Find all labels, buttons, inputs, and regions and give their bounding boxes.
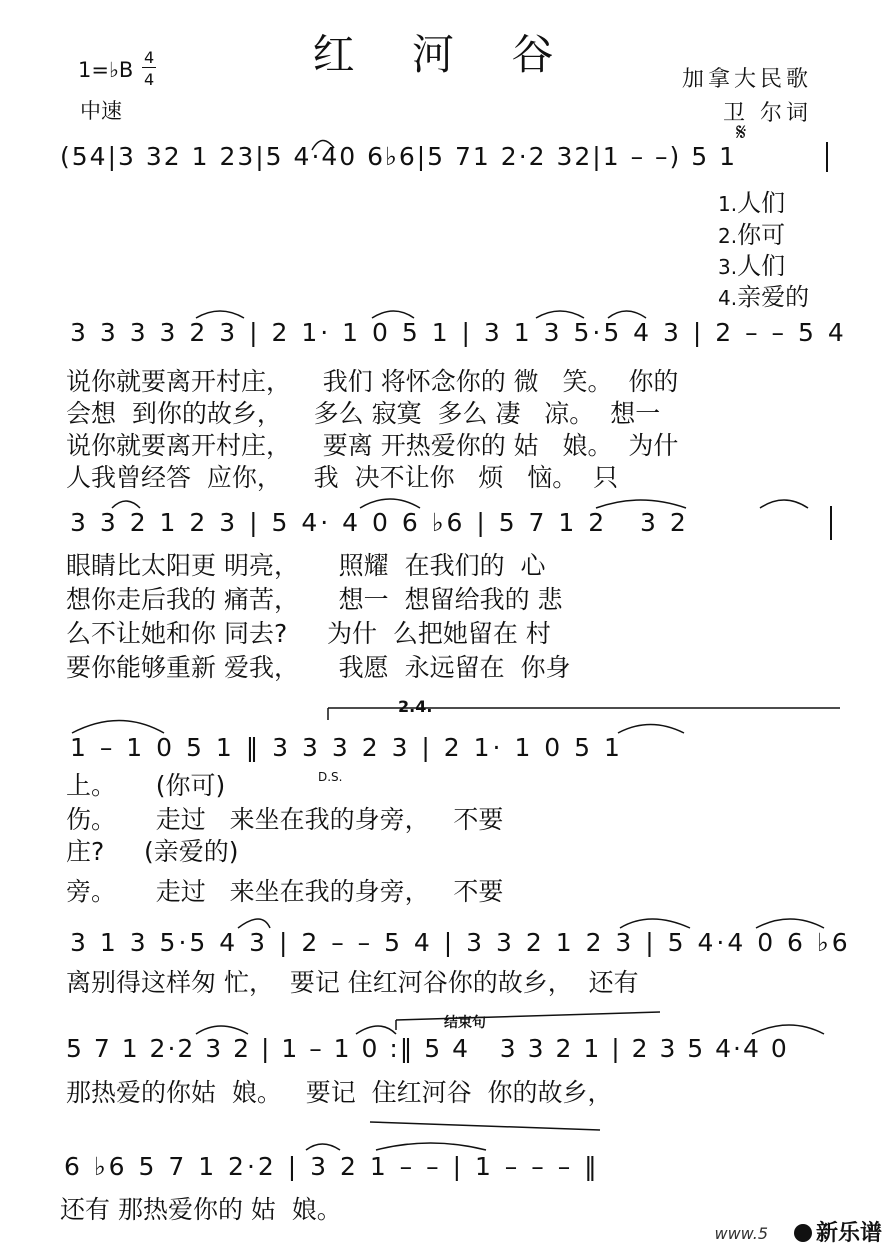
volta-label: 2.4. xyxy=(398,697,433,716)
slur xyxy=(312,140,334,150)
notation-line-4: 1 – 1 0 5 1 ‖ 3 3 3 2 3 | 2 1· 1 0 5 1 xyxy=(70,733,623,762)
ending-label: 结束句 xyxy=(444,1015,486,1031)
lyric-7: 还有 那热爱你的 姑 娘。 xyxy=(60,1195,342,1224)
lyric-3-verse-1: 眼睛比太阳更 明亮， 照耀 在我们的 心 xyxy=(66,551,546,580)
slur xyxy=(196,311,244,318)
tempo-marking: 中速 xyxy=(80,99,122,123)
ending-bracket xyxy=(396,1012,660,1030)
notation-line-1: (54|3 32 1 23|5 4·40 6♭6|5 71 2·2 32|1 – –) 5 1 xyxy=(60,142,737,171)
notation-line-2: 3 3 3 3 2 3 | 2 1· 1 0 5 1 | 3 1 3 5·5 4 3 | 2 – – 5 4 xyxy=(70,318,847,347)
slur xyxy=(360,499,420,508)
verse-number-3: 3.人们 xyxy=(718,252,786,280)
slur xyxy=(356,1026,396,1034)
lyric-3-verse-4: 要你能够重新 爱我， 我愿 永远留在 你身 xyxy=(66,653,571,682)
verse-number-1: 1.人们 xyxy=(718,189,786,217)
lyric-3-verse-3: 么不让她和你 同去? 为什 么把她留在 村 xyxy=(66,619,551,648)
slur xyxy=(756,919,824,928)
slur xyxy=(618,725,684,734)
crescendo-line xyxy=(370,1122,600,1130)
slur xyxy=(196,1026,248,1034)
song-title: 红 河 谷 xyxy=(312,30,576,79)
origin-credit: 加拿大民歌 xyxy=(681,67,812,92)
lyric-2-verse-4: 人我曾经答 应你， 我 决不让你 烦 恼。 只 xyxy=(66,463,619,492)
notation-line-6: 5 7 1 2·2 3 2 | 1 – 1 0 :‖ 5 4 3 3 2 1 | 2 3 5 4·4 0 xyxy=(66,1034,789,1063)
lyric-3-verse-2: 想你走后我的 痛苦， 想一 想留给我的 悲 xyxy=(66,585,563,614)
segno-mark: 𝄋 xyxy=(736,118,747,146)
lyric-4-verse-1: 上。 (你可) xyxy=(66,771,226,800)
watermark-text: www.5 xyxy=(714,1224,768,1243)
lyric-2-verse-3: 说你就要离开村庄， 要离 开热爱你的 姑 娘。 为什 xyxy=(66,431,679,460)
verse-number-2: 2.你可 xyxy=(718,221,786,249)
slur xyxy=(608,311,646,318)
lyric-2-verse-1: 说你就要离开村庄， 我们 将怀念你的 微 笑。 你的 xyxy=(66,367,679,396)
notation-line-3: 3 3 2 1 2 3 | 5 4· 4 0 6 ♭6 | 5 7 1 2 3 2 xyxy=(70,508,689,537)
notation-line-5: 3 1 3 5·5 4 3 | 2 – – 5 4 | 3 3 2 1 2 3 | 5 4·4 0 6 ♭6 xyxy=(70,928,851,957)
slur xyxy=(596,500,686,508)
slur xyxy=(536,311,584,318)
slur xyxy=(752,1025,824,1034)
slur xyxy=(372,311,414,318)
lyric-2-verse-2: 会想 到你的故乡， 多么 寂寞 多么 凄 凉。 想一 xyxy=(66,399,661,428)
lyric-4-verse-2: 伤。 走过 来坐在我的身旁， 不要 xyxy=(66,805,504,834)
site-logo: 新乐谱 xyxy=(794,1216,882,1247)
slur xyxy=(238,919,270,928)
verse-number-4: 4.亲爱的 xyxy=(718,283,810,311)
lyric-6: 那热爱的你姑 娘。 要记 住红河谷 你的故乡， xyxy=(66,1078,613,1107)
lyric-4-verse-4: 旁。 走过 来坐在我的身旁， 不要 xyxy=(66,877,504,906)
volta-bracket xyxy=(328,708,840,720)
ds-mark: D.S. xyxy=(318,770,343,784)
lyric-5: 离别得这样匆 忙， 要记 住红河谷你的故乡， 还有 xyxy=(66,968,639,997)
lyricist-credit: 卫 尔词 xyxy=(723,101,812,126)
slur xyxy=(72,721,164,734)
slur xyxy=(306,1144,340,1150)
time-signature-top: 4 xyxy=(144,48,155,67)
notation-line-7: 6 ♭6 5 7 1 2·2 | 3 2 1 – – | 1 – – – ‖ xyxy=(64,1152,600,1181)
slur xyxy=(376,1143,486,1150)
slur xyxy=(760,500,808,508)
slur xyxy=(620,919,690,928)
time-signature-bottom: 4 xyxy=(144,70,155,89)
logo-disc-icon xyxy=(794,1224,812,1242)
lyric-4-verse-3: 庄? (亲爱的) xyxy=(66,837,239,866)
key-signature: 1=♭B xyxy=(78,58,134,82)
slur xyxy=(112,501,140,508)
